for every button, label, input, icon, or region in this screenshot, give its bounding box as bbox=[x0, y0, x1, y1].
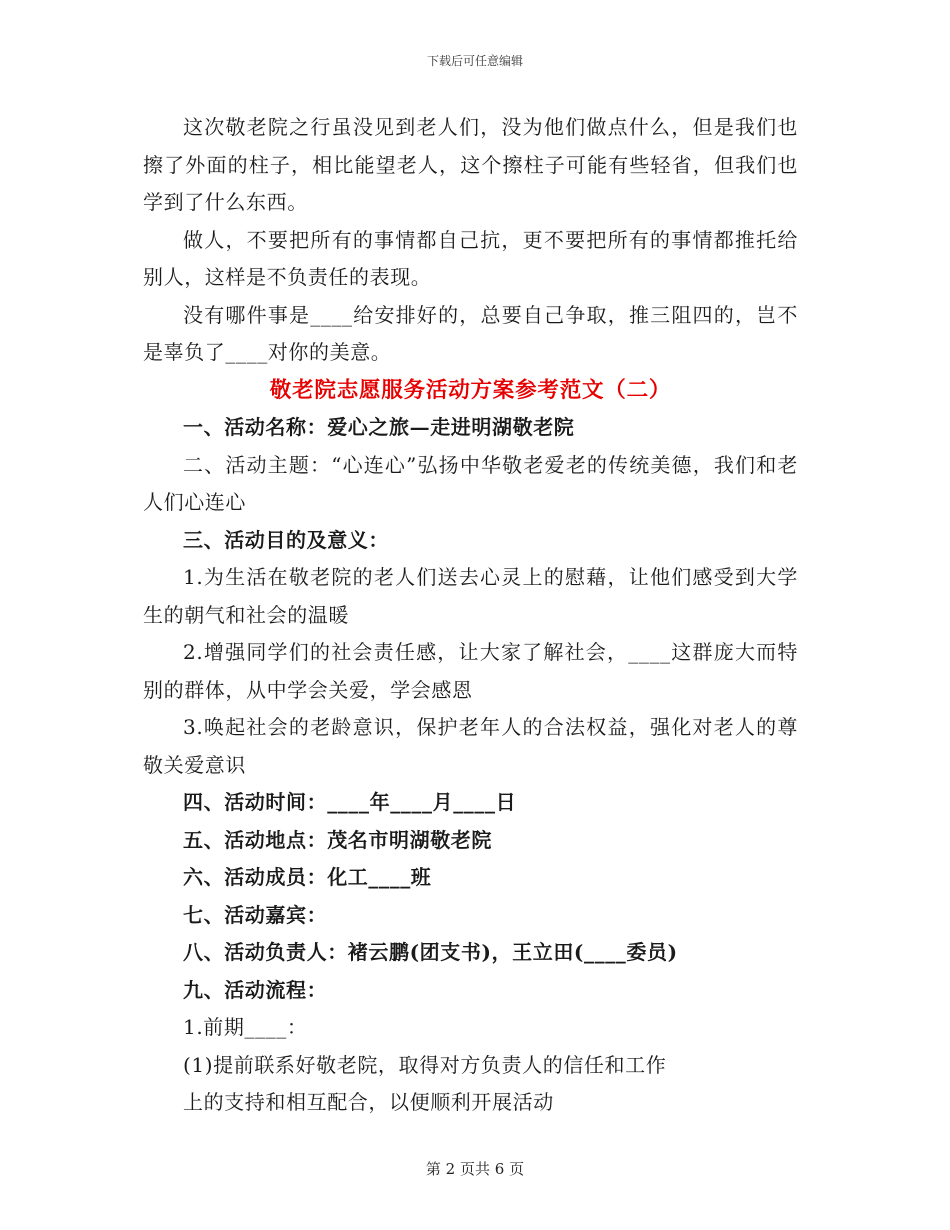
paragraph-effort: 没有哪件事是____给安排好的，总要自己争取，推三阻四的，岂不是辜负了____对你的美意。 bbox=[143, 302, 798, 364]
page-header: 下载后可任意编辑 bbox=[426, 54, 523, 68]
purpose-item-1: 1.为生活在敬老院的老人们送去心灵上的慰藉，让他们感受到大学生的朝气和社会的温暖 bbox=[143, 565, 798, 627]
page-footer: 第 2 页共 6 页 bbox=[425, 1160, 525, 1178]
paragraph-responsibility: 做人，不要把所有的事情都自己抗，更不要把所有的事情都推托给别人，这样是不负责任的表现。 bbox=[143, 227, 798, 289]
activity-guests: 七、活动嘉宾： bbox=[183, 902, 328, 927]
activity-purpose-heading: 三、活动目的及意义： bbox=[183, 527, 389, 552]
section-title: 敬老院志愿服务活动方案参考范文（二） bbox=[269, 377, 672, 403]
document-body bbox=[143, 109, 798, 1122]
paragraph-reflection: 这次敬老院之行虽没见到老人们，没为他们做点什么，但是我们也擦了外面的柱子，相比能望老人，这个擦柱子可能有些轻省，但我们也学到了什么东西。 bbox=[143, 115, 798, 214]
activity-location: 五、活动地点：茂名市明湖敬老院 bbox=[183, 827, 492, 852]
purpose-item-2: 2.增强同学们的社会责任感，让大家了解社会，____这群庞大而特别的群体，从中学会关爱，学会感恩 bbox=[143, 640, 798, 702]
process-step-1a-line2: 上的支持和相互配合，以便顺利开展活动 bbox=[183, 1090, 554, 1114]
process-step-1: 1.前期____： bbox=[183, 1015, 308, 1039]
activity-theme: 二、活动主题：“心连心”弘扬中华敬老爱老的传统美德，我们和老人们心连心 bbox=[143, 452, 798, 514]
activity-members: 六、活动成员：化工____班 bbox=[183, 865, 432, 889]
activity-process-heading: 九、活动流程： bbox=[183, 977, 328, 1002]
activity-leaders: 八、活动负责人：褚云鹏(团支书)，王立田(____委员) bbox=[183, 940, 678, 964]
process-step-1a-line1: (1)提前联系好敬老院，取得对方负责人的信任和工作 bbox=[183, 1052, 667, 1077]
activity-name: 一、活动名称：爱心之旅—走进明湖敬老院 bbox=[183, 415, 575, 439]
activity-time: 四、活动时间：____年____月____日 bbox=[183, 790, 517, 814]
purpose-item-3: 3.唤起社会的老龄意识，保护老年人的合法权益，强化对老人的尊敬关爱意识 bbox=[143, 715, 798, 777]
